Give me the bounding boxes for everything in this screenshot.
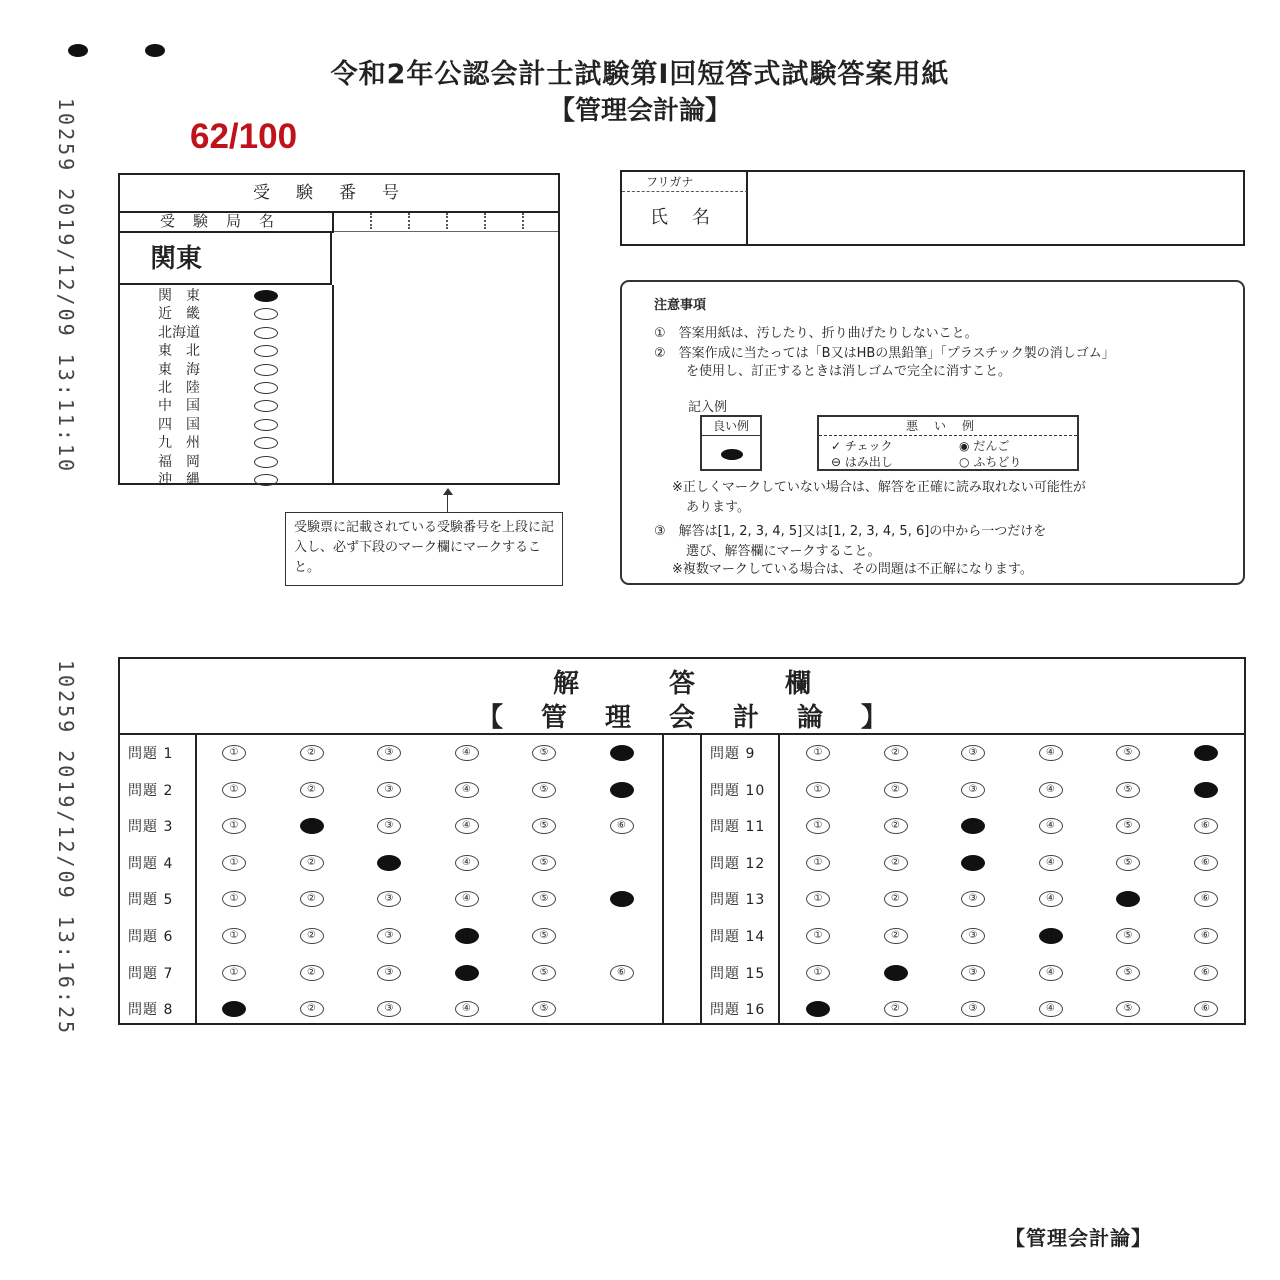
answer-bubble[interactable]: ② (300, 745, 324, 761)
answer-bubble[interactable]: ② (884, 1001, 908, 1017)
region-mark-bubble[interactable] (254, 437, 278, 449)
region-value: 関東 (120, 233, 332, 285)
region-mark-list (158, 287, 278, 489)
answer-bubble[interactable]: ③ (961, 891, 985, 907)
answer-bubble[interactable]: ④ (455, 1001, 479, 1017)
answer-bubble[interactable]: ⑥ (610, 782, 634, 798)
answer-bubble[interactable]: ① (222, 891, 246, 907)
answer-bubble[interactable]: ③ (961, 928, 985, 944)
answer-bubble[interactable]: ③ (961, 965, 985, 981)
region-mark-bubble[interactable] (254, 419, 278, 431)
answer-bubble[interactable]: ④ (1039, 891, 1063, 907)
region-name: 東 北 (158, 343, 200, 360)
footer-subject: 【管理会計論】 (1005, 1226, 1152, 1250)
question-label: 問題 11 (710, 819, 766, 836)
region-name: 関 東 (158, 288, 200, 304)
region-mark-bubble[interactable] (254, 290, 278, 302)
region-row[interactable] (158, 305, 278, 323)
good-example-label: 良い例 (702, 417, 760, 436)
timestamp-stamp: 10259 2019/12/09 13:16:25 (54, 660, 78, 1037)
answer-sheet (118, 657, 1246, 1025)
name-field[interactable] (750, 172, 1243, 244)
answer-bubble[interactable]: ② (884, 745, 908, 761)
question-label: 問題 9 (710, 746, 756, 762)
answer-bubble[interactable]: ⑤ (1116, 891, 1140, 907)
notice-item-3-cont: 選び、解答欄にマークすること。 (686, 544, 881, 559)
subject-title: 【管理会計論】 (548, 96, 731, 126)
answer-bubble[interactable]: ⑤ (532, 745, 556, 761)
answer-bubble[interactable]: ⑤ (532, 855, 556, 871)
answer-bubble[interactable]: ④ (455, 745, 479, 761)
region-row[interactable] (158, 342, 278, 360)
bad-example-check: チェック (844, 439, 893, 453)
exam-number-box (118, 173, 560, 488)
region-row[interactable] (158, 324, 278, 342)
answer-bubble[interactable]: ② (884, 928, 908, 944)
answer-bubble[interactable]: ④ (455, 928, 479, 944)
answer-subheader: 【管理会計論】 (476, 703, 925, 733)
answer-bubble[interactable]: ① (222, 818, 246, 834)
region-mark-bubble[interactable] (254, 400, 278, 412)
region-name: 福 岡 (158, 453, 200, 470)
example-label: 記入例 (688, 400, 728, 415)
answer-bubble[interactable]: ⑤ (1116, 965, 1140, 981)
question-label: 問題 7 (128, 965, 174, 982)
warning-1-cont: あります。 (686, 500, 750, 515)
question-label: 問題 5 (128, 892, 174, 909)
arrow-icon (447, 490, 448, 512)
answer-bubble[interactable]: ① (806, 928, 830, 944)
answer-bubble[interactable]: ③ (377, 745, 401, 761)
answer-bubble[interactable]: ⑤ (1116, 928, 1140, 944)
region-mark-bubble[interactable] (254, 456, 278, 468)
answer-bubble[interactable]: ③ (377, 928, 401, 944)
answer-bubble[interactable]: ② (300, 891, 324, 907)
answer-bubble[interactable]: ⑥ (1194, 891, 1218, 907)
good-example (700, 415, 762, 471)
region-name: 沖 縄 (158, 471, 200, 488)
bad-example-overflow: はみ出し (844, 455, 893, 469)
answer-bubble[interactable]: ⑤ (532, 965, 556, 981)
bad-example-outline: ふちどり (973, 455, 1022, 469)
overflow-mark-icon: ⊖ (831, 455, 842, 469)
question-label: 問題 4 (128, 855, 174, 872)
exam-number-note: 受験票に記載されている受験番号を上段に記入し、必ず下段のマーク欄にマークすること。 (285, 512, 563, 586)
region-mark-bubble[interactable] (254, 382, 278, 394)
answer-bubble[interactable]: ③ (961, 782, 985, 798)
answer-bubble[interactable]: ④ (1039, 782, 1063, 798)
region-row[interactable] (158, 287, 278, 305)
question-label: 問題 8 (128, 1002, 174, 1019)
warning-2: ※複数マークしている場合は、その問題は不正解になります。 (672, 562, 1033, 577)
answer-bubble[interactable]: ③ (377, 818, 401, 834)
answer-bubble[interactable]: ⑤ (532, 1001, 556, 1017)
answer-bubble[interactable]: ⑥ (1194, 965, 1218, 981)
exam-number-digit-cells[interactable] (334, 211, 558, 232)
answer-bubble[interactable]: ④ (455, 891, 479, 907)
question-label: 問題 16 (710, 1002, 766, 1019)
filled-mark-icon (721, 449, 743, 460)
answer-bubble[interactable]: ⑤ (1116, 818, 1140, 834)
answer-bubble[interactable]: ① (222, 928, 246, 944)
exam-number-header: 受験番号 (120, 175, 558, 213)
answer-bubble[interactable]: ⑥ (610, 818, 634, 834)
answer-bubble[interactable]: ① (222, 855, 246, 871)
notice-title: 注意事項 (654, 298, 707, 313)
answer-bubble[interactable]: ④ (1039, 1001, 1063, 1017)
question-label: 問題 13 (710, 892, 766, 909)
answer-bubble[interactable]: ⑤ (1116, 745, 1140, 761)
region-name: 東 海 (158, 361, 200, 378)
region-row[interactable] (158, 397, 278, 415)
answer-bubble[interactable]: ② (300, 818, 324, 834)
answer-bubble[interactable]: ④ (1039, 818, 1063, 834)
check-mark-icon: ✓ (831, 439, 842, 453)
answer-bubble[interactable]: ① (222, 782, 246, 798)
answer-bubble[interactable]: ① (222, 1001, 246, 1017)
answer-bubble[interactable]: ⑥ (1194, 1001, 1218, 1017)
region-name: 四 国 (158, 416, 200, 433)
answer-bubble[interactable]: ② (884, 855, 908, 871)
region-row[interactable] (158, 416, 278, 434)
answer-bubble[interactable]: ① (222, 965, 246, 981)
region-mark-bubble[interactable] (254, 345, 278, 357)
answer-bubble[interactable]: ④ (1039, 928, 1063, 944)
answer-bubble[interactable]: ⑤ (532, 818, 556, 834)
notice-item-1: ① 答案用紙は、汚したり、折り曲げたりしないこと。 (654, 326, 978, 341)
question-label: 問題 14 (710, 929, 766, 945)
answer-bubble[interactable]: ⑤ (1116, 855, 1140, 871)
answer-bubble[interactable]: ② (300, 965, 324, 981)
answer-bubble[interactable]: ④ (455, 818, 479, 834)
bad-example-label: 悪い例 (819, 417, 1077, 436)
answer-bubble[interactable]: ② (884, 782, 908, 798)
answer-bubble[interactable]: ⑥ (610, 965, 634, 981)
answer-bubble[interactable]: ③ (377, 1001, 401, 1017)
answer-bubble[interactable]: ④ (455, 965, 479, 981)
answer-bubble[interactable]: ③ (961, 745, 985, 761)
warning-1: ※正しくマークしていない場合は、解答を正確に読み取れない可能性が (672, 480, 1086, 495)
answer-bubble[interactable]: ③ (377, 891, 401, 907)
question-label: 問題 10 (710, 782, 766, 799)
answer-bubble[interactable]: ③ (377, 782, 401, 798)
answer-bubble[interactable]: ⑤ (532, 891, 556, 907)
answer-bubble[interactable]: ③ (961, 818, 985, 834)
answer-bubble[interactable]: ⑥ (1194, 745, 1218, 761)
answer-bubble[interactable]: ⑥ (610, 891, 634, 907)
notice-item-2-cont: を使用し、訂正するときは消しゴムで完全に消すこと。 (686, 364, 1012, 379)
answer-bubble[interactable]: ② (300, 782, 324, 798)
answer-bubble[interactable]: ⑤ (1116, 782, 1140, 798)
answer-bubble[interactable]: ⑥ (1194, 928, 1218, 944)
region-header: 受験局名 (120, 211, 334, 233)
answer-bubble[interactable]: ③ (377, 855, 401, 871)
region-name: 北 陸 (158, 379, 200, 396)
region-mark-bubble[interactable] (254, 327, 278, 339)
answer-bubble[interactable]: ⑤ (1116, 1001, 1140, 1017)
notice-item-3: ③ 解答は[1, 2, 3, 4, 5]又は[1, 2, 3, 4, 5, 6]の中から一つだけを (654, 524, 1047, 539)
page-title: 令和2年公認会計士試験第Ⅰ回短答式試験答案用紙 (330, 59, 950, 90)
answer-bubble[interactable]: ① (806, 965, 830, 981)
answer-bubble[interactable]: ⑤ (532, 928, 556, 944)
bad-example-dango: だんご (973, 439, 1010, 453)
answer-bubble[interactable]: ③ (961, 1001, 985, 1017)
name-label: 氏名 (622, 192, 748, 244)
score: 62/100 (190, 117, 298, 156)
answer-bubble[interactable]: ① (806, 818, 830, 834)
answer-bubble[interactable]: ① (806, 1001, 830, 1017)
question-label: 問題 2 (128, 782, 174, 799)
answer-bubble[interactable]: ③ (961, 855, 985, 871)
notice-item-2: ② 答案作成に当たっては「B又はHBの黒鉛筆」「プラスチック製の消しゴム」 (654, 346, 1115, 361)
furigana-label: フリガナ (622, 172, 748, 192)
region-name: 北海道 (158, 324, 200, 341)
answer-bubble[interactable]: ⑥ (610, 745, 634, 761)
answer-bubble[interactable]: ④ (1039, 855, 1063, 871)
answer-bubble[interactable]: ② (300, 928, 324, 944)
answer-bubble[interactable]: ④ (1039, 965, 1063, 981)
answer-header: 解答欄 (552, 669, 901, 699)
answer-bubble[interactable]: ② (300, 855, 324, 871)
answer-bubble[interactable]: ① (806, 745, 830, 761)
answer-bubble[interactable]: ② (300, 1001, 324, 1017)
answer-bubble[interactable]: ② (884, 965, 908, 981)
answer-bubble[interactable]: ① (222, 745, 246, 761)
answer-bubble[interactable]: ③ (377, 965, 401, 981)
name-box (620, 170, 1245, 246)
answer-bubble[interactable]: ② (884, 891, 908, 907)
answer-bubble[interactable]: ⑤ (532, 782, 556, 798)
outline-mark-icon: ○ (959, 455, 970, 469)
answer-bubble[interactable]: ② (884, 818, 908, 834)
region-name: 近 畿 (158, 306, 200, 323)
answer-bubble[interactable]: ④ (455, 782, 479, 798)
question-label: 問題 6 (128, 929, 174, 945)
dango-mark-icon: ◉ (959, 439, 970, 453)
answer-bubble[interactable]: ⑥ (1194, 855, 1218, 871)
notice-box (620, 280, 1245, 585)
region-row[interactable] (158, 453, 278, 471)
question-label: 問題 15 (710, 965, 766, 982)
region-name: 九 州 (158, 435, 200, 452)
region-mark-bubble[interactable] (254, 364, 278, 376)
region-row[interactable] (158, 434, 278, 452)
answer-bubble[interactable]: ④ (1039, 745, 1063, 761)
answer-bubble[interactable]: ④ (455, 855, 479, 871)
bad-example (817, 415, 1079, 471)
answer-bubble[interactable]: ① (806, 891, 830, 907)
region-mark-bubble[interactable] (254, 474, 278, 486)
region-row[interactable] (158, 379, 278, 397)
answer-bubble[interactable]: ① (806, 782, 830, 798)
answer-bubble[interactable]: ① (806, 855, 830, 871)
answer-bubble[interactable]: ⑥ (1194, 782, 1218, 798)
region-row[interactable] (158, 471, 278, 489)
region-mark-bubble[interactable] (254, 308, 278, 320)
timestamp-stamp: 10259 2019/12/09 13:11:10 (54, 98, 78, 475)
question-label: 問題 1 (128, 746, 174, 762)
region-name: 中 国 (158, 398, 200, 415)
region-row[interactable] (158, 361, 278, 379)
question-label: 問題 12 (710, 855, 766, 872)
question-label: 問題 3 (128, 819, 174, 836)
answer-bubble[interactable]: ⑥ (1194, 818, 1218, 834)
